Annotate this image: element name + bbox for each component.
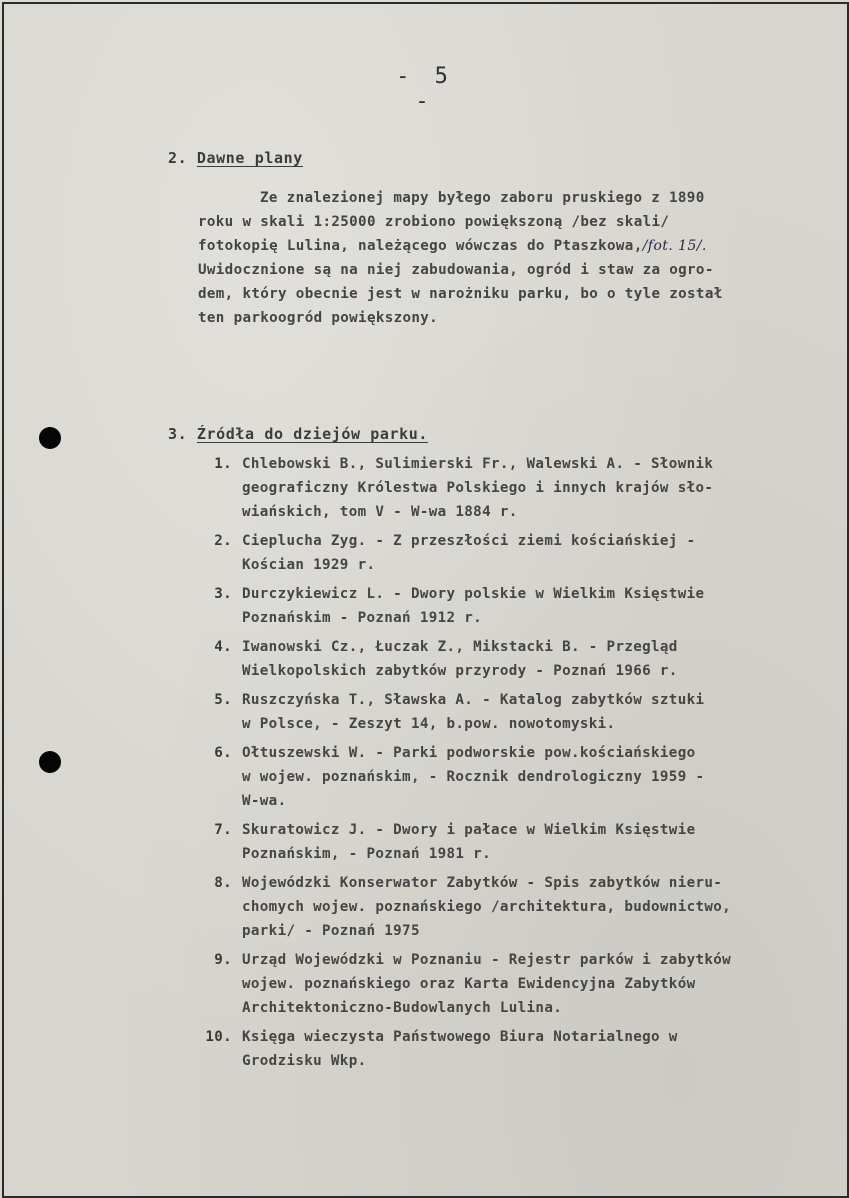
- punch-hole: [39, 427, 61, 449]
- source-line: Chlebowski B., Sulimierski Fr., Walewski A. - Słownik: [242, 456, 714, 472]
- paragraph-line: Uwidocznione są na niej zabudowania, ogród i staw za ogro-: [198, 262, 714, 278]
- source-item: [190, 582, 830, 630]
- source-line: chomych wojew. poznańskiego /architektura, budownictwo,: [242, 899, 732, 915]
- source-line: Ruszczyńska T., Sławska A. - Katalog zabytków sztuki: [242, 692, 705, 708]
- source-number: 8.: [214, 875, 232, 891]
- source-item: [190, 871, 830, 943]
- source-line: wiańskich, tom V - W-wa 1884 r.: [242, 504, 518, 520]
- paragraph-line-text: roku w skali 1:25000 zrobiono powiększoną /bez skali/: [198, 214, 670, 230]
- source-item: [190, 452, 830, 524]
- section-title: Źródła do dziejów parku.: [196, 425, 429, 443]
- source-item: [190, 1025, 830, 1073]
- source-line: geograficzny Królestwa Polskiego i innych krajów sło-: [242, 480, 714, 496]
- source-line: w wojew. poznańskim, - Rocznik dendrologiczny 1959 -: [242, 769, 705, 785]
- section-number: 3.: [168, 425, 188, 443]
- source-item: [190, 688, 830, 736]
- source-item: [190, 948, 830, 1020]
- paragraph-line: dem, który obecnie jest w narożniku parku, bo o tyle został: [198, 286, 723, 302]
- section-number: 2.: [168, 149, 188, 167]
- source-line: Grodzisku Wkp.: [242, 1053, 367, 1069]
- section-title: Dawne plany: [196, 149, 303, 167]
- source-line: Księga wieczysta Państwowego Biura Notarialnego w: [242, 1029, 678, 1045]
- source-line: Poznańskim - Poznań 1912 r.: [242, 610, 483, 626]
- page-number: - 5 -: [396, 64, 454, 114]
- source-line: w Polsce, - Zeszyt 14, b.pow. nowotomyski.: [242, 716, 616, 732]
- section-2-paragraph: [198, 186, 818, 330]
- source-number: 4.: [214, 639, 232, 655]
- source-item: [190, 741, 830, 813]
- punch-hole: [39, 751, 61, 773]
- section-3-heading: [168, 425, 428, 443]
- source-item: [190, 529, 830, 577]
- source-line: Wielkopolskich zabytków przyrody - Poznań 1966 r.: [242, 663, 678, 679]
- source-line: Kościan 1929 r.: [242, 557, 376, 573]
- source-line: W-wa.: [242, 793, 287, 809]
- source-number: 7.: [214, 822, 232, 838]
- source-line: Poznańskim, - Poznań 1981 r.: [242, 846, 491, 862]
- handwritten-note: /fot. 15/.: [642, 238, 707, 254]
- paragraph-line: [198, 234, 818, 258]
- source-line: parki/ - Poznań 1975: [242, 923, 420, 939]
- paragraph-line: Ze znalezionej mapy byłego zaboru pruskiego z 1890: [260, 190, 705, 206]
- sources-list: [190, 452, 830, 1078]
- paragraph-line: ten parkoogród powiększony.: [198, 310, 439, 326]
- source-line: Iwanowski Cz., Łuczak Z., Mikstacki B. - Przegląd: [242, 639, 678, 655]
- paragraph-line: [198, 210, 818, 234]
- paragraph-line-text: fotokopię Lulina, należącego wówczas do Ptaszkowa,: [198, 238, 643, 254]
- source-number: 2.: [214, 533, 232, 549]
- source-number: 9.: [214, 952, 232, 968]
- source-line: Wojewódzki Konserwator Zabytków - Spis zabytków nieru-: [242, 875, 723, 891]
- source-number: 5.: [214, 692, 232, 708]
- source-line: wojew. poznańskiego oraz Karta Ewidencyjna Zabytków: [242, 976, 696, 992]
- source-item: [190, 818, 830, 866]
- source-line: Durczykiewicz L. - Dwory polskie w Wielkim Księstwie: [242, 586, 705, 602]
- source-number: 3.: [214, 586, 232, 602]
- source-number: 1.: [214, 456, 232, 472]
- source-line: Urząd Wojewódzki w Poznaniu - Rejestr parków i zabytków: [242, 952, 732, 968]
- source-line: Ołtuszewski W. - Parki podworskie pow.kościańskiego: [242, 745, 696, 761]
- source-line: Cieplucha Zyg. - Z przeszłości ziemi kościańskiej -: [242, 533, 696, 549]
- section-2-heading: [168, 149, 303, 167]
- source-number: 10.: [205, 1029, 232, 1045]
- source-line: Architektoniczno-Budowlanych Lulina.: [242, 1000, 563, 1016]
- source-number: 6.: [214, 745, 232, 761]
- source-item: [190, 635, 830, 683]
- source-line: Skuratowicz J. - Dwory i pałace w Wielkim Księstwie: [242, 822, 696, 838]
